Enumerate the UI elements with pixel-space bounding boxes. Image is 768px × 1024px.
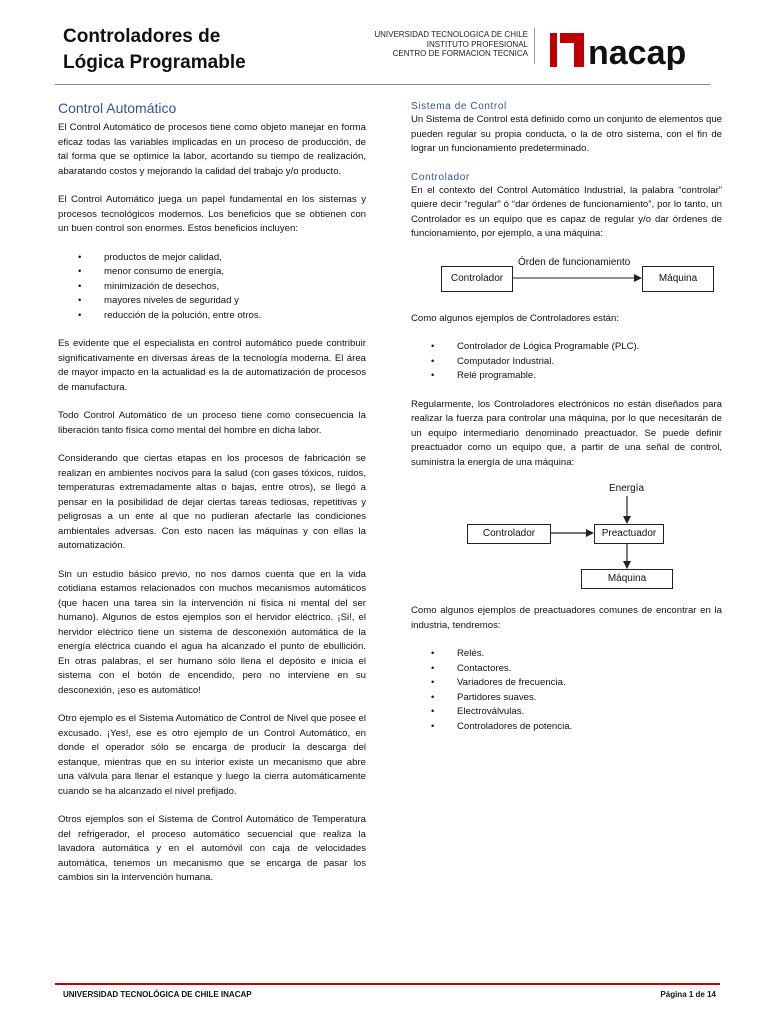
- diagram-box-controlador: Controlador: [441, 266, 513, 292]
- footer-institution: UNIVERSIDAD TECNOLÓGICA DE CHILE INACAP: [63, 990, 252, 999]
- paragraph: Como algunos ejemplos de Controladores están:: [411, 312, 619, 324]
- diagram-box-controlador: Controlador: [467, 524, 551, 544]
- paragraph: En el contexto del Control Automático Industrial, la palabra “controlar” quiere decir “regular” ó “dar órdenes de funcionamiento”, por lo tanto, un Controlador es un equipo que es capaz de regular y/o dar órdenes de funcionamiento, por ejemplo, a una máquina:: [411, 184, 722, 239]
- arrow-right-icon: [550, 527, 594, 539]
- right-column: [411, 100, 722, 748]
- list-item: • Partidores suaves.: [411, 691, 722, 706]
- arrow-right-icon: [512, 272, 642, 284]
- left-column: [58, 100, 366, 900]
- paragraph: Sin un estudio básico previo, no nos damos cuenta que en la vida cotidiana estamos relacionados con muchos mecanismos automáticos (que hacen una tarea sin la intervención ni física ni mental del ser humano). Algunos de estos ejemplos son el hervidor eléctrico. ¡Si!, el hervidor eléctrico tiene un sistema de desconexión automática de la energía eléctrica cuando el agua ha alcanzado el punto de ebullición. En otras palabras, el ser humano sólo llena el depósito e inicia el sistema con el botón de encendido, pero no interviene en su desconexión, ¡eso es automático!: [58, 568, 366, 696]
- paragraph: El Control Automático juega un papel fundamental en los sistemas y procesos tecnológicos modernos. Los beneficios que se obtienen con un buen control son enormes. Estos beneficios incluyen:: [58, 194, 366, 234]
- document-title: [63, 24, 246, 76]
- paragraph: El Control Automático de procesos tiene como objeto manejar en forma eficaz todas las variables implicadas en un proceso de producción, de tal forma que se optimice la labor, acortando su tiempo de realización, abaratando costos y mejorando la calidad del trabajo y/o producto.: [58, 122, 366, 177]
- title-line-2: Lógica Programable: [63, 52, 246, 73]
- paragraph: Otros ejemplos son el Sistema de Control Automático de Temperatura del refrigerador, el proceso automático secuencial que realiza la lavadora automática y en el automóvil con caja de velocidades automática, tenemos un mecanismo que se encarga de pasar los cambios sin la intervención humana.: [58, 814, 366, 883]
- diagram-label-energia: Energía: [609, 483, 645, 494]
- institution-line: INSTITUTO PROFESIONAL: [426, 39, 528, 49]
- paragraph: Todo Control Automático de un proceso tiene como consecuencia la liberación tanto física como mental del hombre en dicha labor.: [58, 410, 366, 436]
- list-item: • Controladores de potencia.: [411, 720, 722, 735]
- paragraph: Otro ejemplo es el Sistema Automático de Control de Nivel que posee el excusado. ¡Yes!, ese es otro ejemplo de un Control Automático, en donde el operador sólo se encarga de producir la descarga del estanque, mientras que en su interior existe un mecanismo que abre una válvula para llenar el estanque y luego la cierra automáticamente cuando se ha alcanzado el nivel prefijado.: [58, 713, 366, 797]
- institution-block: [360, 30, 528, 59]
- institution-line: CENTRO DE FORMACION TECNICA: [392, 49, 528, 58]
- list-item: • Contactores.: [411, 662, 722, 677]
- list-item: • Variadores de frecuencia.: [411, 676, 722, 691]
- paragraph: Un Sistema de Control está definido como un conjunto de elementos que pueden regular su propia conducta, o la de otro sistema, con el fin de lograr un funcionamiento predeterminado.: [411, 114, 722, 154]
- institution-line: UNIVERSIDAD TECNOLOGICA DE CHILE: [374, 30, 528, 39]
- diagram-arrow-label: Órden de funcionamiento: [518, 256, 631, 268]
- section-heading-sistema-de-control: Sistema de Control: [411, 101, 507, 112]
- arrow-down-icon: [621, 496, 633, 524]
- title-line-1: Controladores de: [63, 26, 221, 47]
- preactuator-diagram: [411, 482, 722, 604]
- diagram-box-preactuador: Preactuador: [594, 524, 664, 544]
- page-number: Página 1 de 14: [660, 990, 716, 999]
- paragraph: Es evidente que el especialista en control automático puede contribuir significativamente en diversas áreas de la tecnología moderna. El área de mayor impacto en la actualidad es la de automatización de procesos de manufactura.: [58, 338, 366, 393]
- inacap-logo: [548, 30, 708, 70]
- paragraph: Regularmente, los Controladores electrónicos no están diseñados para realizar la fuerza para controlar una máquina, por lo que necesitarán de un equipo intermediario denominado preactuador. Se puede definir preactuador como un equipo que, a partir de una señal de control, suministra la energía de una máquina:: [411, 398, 722, 468]
- list-item: • reducción de la polución, entre otros.: [58, 309, 366, 324]
- section-title-control-automatico: Control Automático: [58, 100, 177, 116]
- list-item: • minimización de desechos,: [58, 280, 366, 295]
- list-item: • Controlador de Lógica Programable (PLC).: [411, 340, 722, 355]
- diagram-box-maquina: Máquina: [642, 266, 714, 292]
- list-item: • Relé programable.: [411, 369, 722, 384]
- preactuators-list: [411, 647, 722, 734]
- list-item: • mayores niveles de seguridad y: [58, 294, 366, 309]
- paragraph: Considerando que ciertas etapas en los procesos de fabricación se realizan en ambientes nocivos para la salud (con gases tóxicos, ruidos, temperaturas extremadamente altas o bajas, entre otros), se llegó a pensar en la posibilidad de dejar ciertas tareas tediosas, repetitivas y peligrosas a un ente al que no pudieran afectarle las condiciones ambientales adversas. Con esto nacen las máquinas y con ellas la automatización.: [58, 453, 366, 551]
- list-item: • Electroválvulas.: [411, 705, 722, 720]
- paragraph: Como algunos ejemplos de preactuadores comunes de encontrar en la industria, tendremos:: [411, 605, 722, 631]
- controller-machine-diagram: [411, 256, 722, 312]
- list-item: • productos de mejor calidad,: [58, 251, 366, 266]
- diagram-box-maquina: Máquina: [581, 569, 673, 589]
- header-rule: [55, 84, 710, 85]
- arrow-down-icon: [621, 543, 633, 569]
- list-item: • Relés.: [411, 647, 722, 662]
- list-item: • Computador Industrial.: [411, 355, 722, 370]
- benefits-list: [58, 251, 366, 324]
- header-separator: [534, 28, 535, 64]
- section-heading-controlador: Controlador: [411, 171, 470, 183]
- list-item: • menor consumo de energía,: [58, 265, 366, 280]
- footer-rule: [55, 983, 720, 985]
- svg-text:nacap: nacap: [588, 34, 687, 70]
- controllers-list: [411, 340, 722, 384]
